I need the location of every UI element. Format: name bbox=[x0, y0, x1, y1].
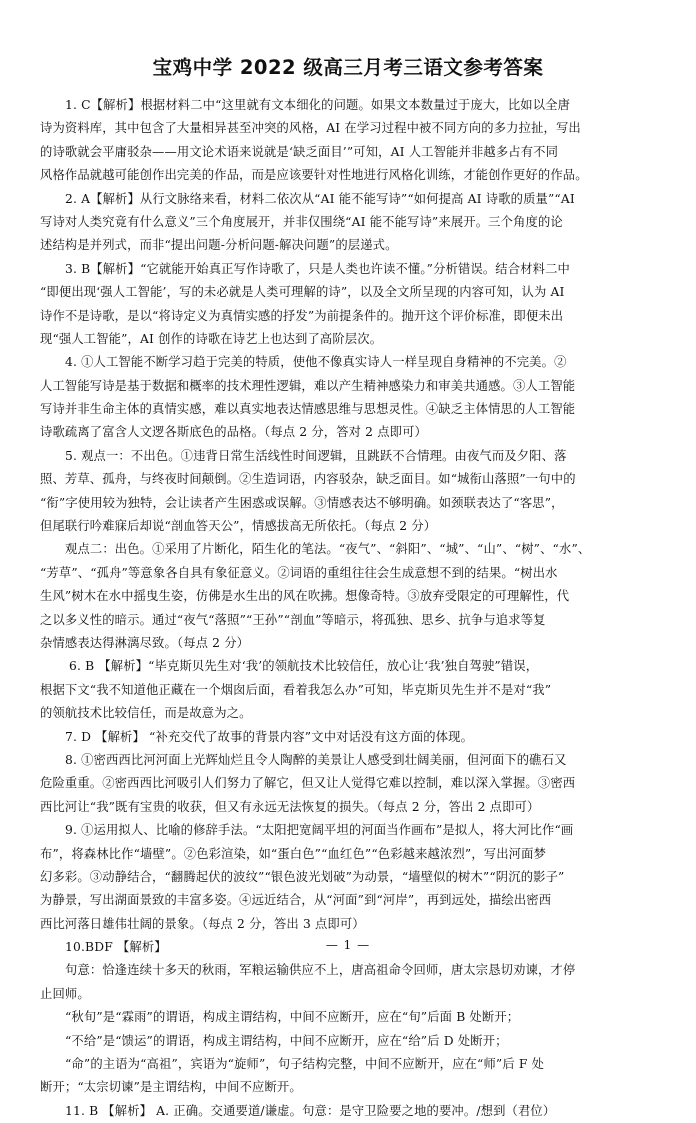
answer-5-line: 5. 观点一：不出色。①违背日常生活线性时间逻辑，且跳跃不合情理。由夜气而及夕阳、落 bbox=[65, 448, 567, 463]
answer-3-line: 现“强人工智能”，AI 创作的诗歌在诗艺上也达到了高阶层次。 bbox=[40, 331, 383, 346]
answer-10-line: 断开；“太宗切谏”是主谓结构，中间不应断开。 bbox=[40, 1080, 302, 1095]
answer-2-line: 写诗对人类究竟有什么意义”三个角度展开，并非仅围绕“AI 能不能写诗”来展开。三个角度的论 bbox=[40, 214, 563, 229]
answer-4-line: 人工智能写诗是基于数据和概率的技术理性逻辑，难以产生精神感染力和审美共通感。③人工智能 bbox=[40, 378, 576, 393]
answer-3-line: 诗作不是诗歌，是以“将诗定义为真情实感的抒发”为前提条件的。抛开这个评价标准，即便未出 bbox=[40, 308, 564, 323]
answer-10-line: 止回师。 bbox=[40, 986, 90, 1001]
answer-1-line: 1. C【解析】根据材料二中“这里就有文本细化的问题。如果文本数量过于庞大，比如以全唐 bbox=[65, 98, 571, 112]
answer-4-line: 写诗并非生命主体的真情实感，难以真实地表达情感思维与思想灵性。④缺乏主体情思的人工智能 bbox=[40, 402, 576, 417]
answer-8-line: 8. ①密西西比河河面上光辉灿烂且令人陶醉的美景让人感受到壮阔美丽，但河面下的礁石又 bbox=[65, 752, 567, 767]
answer-5-line: 杂情感表达得淋漓尽致。（每点 2 分） bbox=[40, 635, 250, 650]
answer-7-line: 7. D 【解析】 “补充交代了故事的背景内容”文中对话没有这方面的体现。 bbox=[65, 729, 474, 744]
answer-5-line: 观点二：出色。①采用了片断化，陌生化的笔法。“夜气”、“斜阳”、“城”、“山”、“树”、“水”、 bbox=[65, 542, 591, 557]
answer-8-line: 危险重重。②密西西比河吸引人们努力了解它，但又让人觉得它难以控制，难以深入掌握。③密西 bbox=[40, 776, 576, 791]
answer-6-line: 根据下文“我不知道他正藏在一个烟囱后面，看着我怎么办”可知，毕克斯贝先生并不是对“我” bbox=[40, 682, 552, 697]
answer-3-line: “即便出现‘强人工智能’，写的未必就是人类可理解的诗”，以及全文所呈现的内容可知，认为 AI bbox=[40, 285, 565, 300]
answer-11-line: 11. B 【解析】 A. 正确。交通要道/谦虚。句意：是守卫险要之地的要冲。/想到（君位） bbox=[65, 1103, 556, 1118]
page-number: — 1 — bbox=[325, 938, 371, 952]
answer-1-line: 的诗歌就会平庸驳杂——用文论术语来说就是‘缺乏面目’”可知，AI 人工智能并非越多占有不同 bbox=[40, 144, 559, 159]
answer-6-line: 的领航技术比较信任，而是故意为之。 bbox=[40, 706, 252, 721]
answer-1-line: 诗为资料库，其中包含了大量相异甚至冲突的风格，AI 在学习过程中被不同方向的多力拉扯，写出 bbox=[40, 121, 581, 136]
answer-5-line: “衔”字使用较为独特，会让读者产生困惑或误解。③情感表达不够明确。如颈联表达了“客思”， bbox=[40, 495, 564, 510]
answer-2-line: 2. A【解析】从行文脉络来看，材料二依次从“AI 能不能写诗”“如何提高 AI 诗歌的质量”“AI bbox=[65, 191, 575, 206]
answer-2-line: 述结构是并列式，而非“提出问题-分析问题-解决问题”的层递式。 bbox=[40, 238, 398, 253]
answer-5-line: “芳草”、“孤舟”等意象各自具有象征意义。②词语的重组往往会生成意想不到的结果。“树出水 bbox=[40, 565, 558, 580]
answer-9-line: 9. ①运用拟人、比喻的修辞手法。“太阳把宽阔平坦的河面当作画布”是拟人，将大河比作“画 bbox=[65, 823, 574, 838]
answer-9-line: 布”，将森林比作“墙壁”。②色彩渲染，如“蛋白色”“血红色”“色彩越来越浓烈”，写出河面梦 bbox=[40, 846, 547, 861]
answer-10-line: “命”的主语为“高祖”，宾语为“旋师”，句子结构完整，中间不应断开，应在“师”后 F 处 bbox=[65, 1057, 545, 1072]
answer-5-line: 但尾联行吟难寐后却说“剖血答天公”，情感拔高无所依托。（每点 2 分） bbox=[40, 519, 437, 534]
answer-9-line: 西比河落日雄伟壮阔的景象。（每点 2 分，答出 3 点即可） bbox=[40, 916, 365, 931]
answer-10-line: 10.BDF 【解析】 bbox=[65, 940, 167, 955]
answer-10-line: “不给”是“馈运”的谓语，构成主谓结构，中间不应断开，应在“给”后 D 处断开； bbox=[65, 1033, 508, 1048]
answer-10-line: 句意：恰逢连续十多天的秋雨，军粮运输供应不上，唐高祖命令回师，唐太宗恳切劝谏，才停 bbox=[65, 963, 576, 978]
answer-5-line: 生风”树木在水中摇曳生姿，仿佛是水生出的风在吹拂。想像奇特。③放弃受限定的可理解性，代 bbox=[40, 589, 570, 604]
answer-5-line: 之以多义性的暗示。通过“夜气“落照”“王孙”“剖血”等暗示，将孤独、思乡、抗争与追求等复 bbox=[40, 612, 546, 627]
answer-6-line: 6. B 【解析】“毕克斯贝先生对‘我’的领航技术比较信任，放心让‘我’独自驾驶”错误， bbox=[69, 659, 539, 674]
answer-3-line: 3. B【解析】“它就能开始真正写作诗歌了，只是人类也许读不懂。”分析错误。结合材料二中 bbox=[65, 261, 570, 276]
answer-body bbox=[40, 94, 660, 1123]
answer-1-line: 风格作品就越可能创作出完美的作品，而是应该要针对性地进行风格化训练，才能创作更好的作品。 bbox=[40, 168, 588, 183]
answer-8-line: 西比河让“我”既有宝贵的收获，但又有永远无法恢复的损失。（每点 2 分，答出 2 点即可） bbox=[40, 799, 540, 814]
answer-9-line: 为静景，写出湖面景致的丰富多姿。④远近结合，从“河面”到“河岸”，再到远处，描绘出密西 bbox=[40, 893, 552, 908]
page-title: 宝鸡中学 2022 级高三月考三语文参考答案 bbox=[152, 56, 544, 79]
answer-9-line: 幻多彩。③动静结合，“翻腾起伏的波纹”“银色波光划破”为动景，“墙壁似的树木”“阴沉的影子” bbox=[40, 869, 565, 884]
answer-10-line: “秋旬”是“霖雨”的谓语，构成主谓结构，中间不应断开，应在“旬”后面 B 处断开； bbox=[65, 1010, 520, 1025]
answer-5-line: 照、芳草、孤舟，与终夜时间颠倒。②生造词语，内容驳杂，缺乏面目。如“城衔山落照”一句中的 bbox=[40, 472, 576, 487]
answer-4-line: 4. ①人工智能不断学习趋于完美的特质，使他不像真实诗人一样呈现自身精神的不完美。② bbox=[65, 355, 567, 370]
answer-4-line: 诗歌疏离了富含人文逻各斯底色的品格。（每点 2 分，答对 2 点即可） bbox=[40, 425, 427, 440]
